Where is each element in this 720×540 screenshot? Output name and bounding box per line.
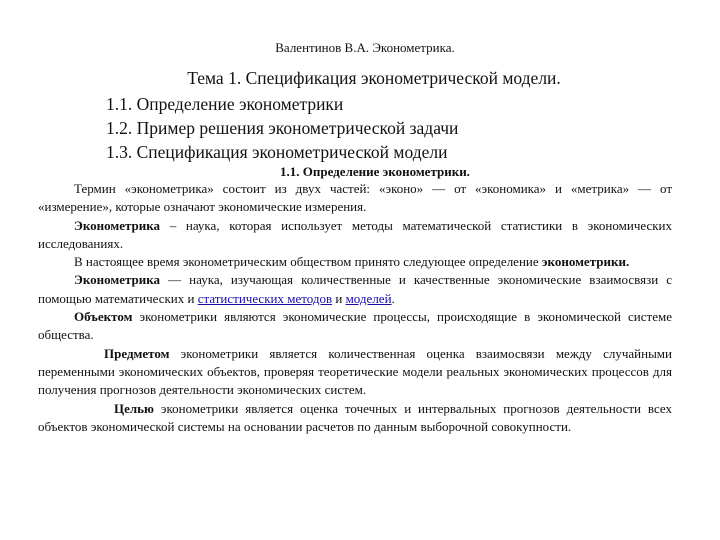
paragraph-term-origin: Термин «эконометрика» состоит из двух частей: «эконо» — от «экономика» и «метрика» — от «измерение», которые означают экономические измерения. bbox=[38, 181, 672, 215]
toc-item: 1.2. Пример решения эконометрической задачи bbox=[106, 118, 459, 138]
term-subject: Предметом bbox=[104, 345, 170, 361]
topic-title bbox=[0, 68, 720, 89]
table-of-contents bbox=[106, 92, 458, 164]
link-models[interactable]: моделей bbox=[345, 290, 392, 306]
term-object: Объектом bbox=[74, 309, 133, 325]
paragraph-definition-1: Эконометрика – наука, которая использует методы математической статистики в экономических исследованиях. bbox=[38, 217, 672, 251]
section-heading bbox=[0, 164, 720, 180]
section-heading-text: 1.1. Определение эконометрики. bbox=[280, 164, 470, 179]
paragraph-object: Объектом эконометрики являются экономические процессы, происходящие в экономической системе общества. bbox=[38, 309, 672, 343]
link-statistical-methods[interactable]: статистических методов bbox=[197, 290, 333, 306]
paragraph-society-definition: В настоящее время эконометрическим обществом принято следующее определение эконометрики. bbox=[74, 254, 630, 270]
toc-item: 1.3. Спецификация эконометрической модели bbox=[106, 142, 448, 162]
document-body bbox=[38, 180, 672, 436]
term-econometrics-2: Эконометрика bbox=[74, 272, 161, 288]
paragraph-subject: Предметом эконометрики является количественная оценка взаимосвязи между случайными переменными экономических объектов, проверяя теоретические модели реальных экономических процессов для получения прогнозов деятельности экономических систем. bbox=[38, 345, 672, 398]
term-econometrics: Эконометрика bbox=[74, 217, 161, 233]
topic-title-text: Тема 1. Спецификация эконометрической модели. bbox=[187, 68, 561, 88]
author-header bbox=[0, 40, 720, 56]
author-title: Валентинов В.А. Эконометрика. bbox=[275, 40, 455, 55]
paragraph-goal: Целью эконометрики является оценка точечных и интервальных прогнозов деятельности всех объектов экономической системы на основании расчетов по данным выборочной совокупности. bbox=[38, 400, 672, 434]
toc-item: 1.1. Определение эконометрики bbox=[106, 94, 344, 114]
term-goal: Целью bbox=[114, 400, 154, 416]
paragraph-definition-2: Эконометрика — наука, изучающая количественные и качественные экономические взаимосвязи с помощью математических и статистических методов и моделей. bbox=[38, 272, 672, 306]
